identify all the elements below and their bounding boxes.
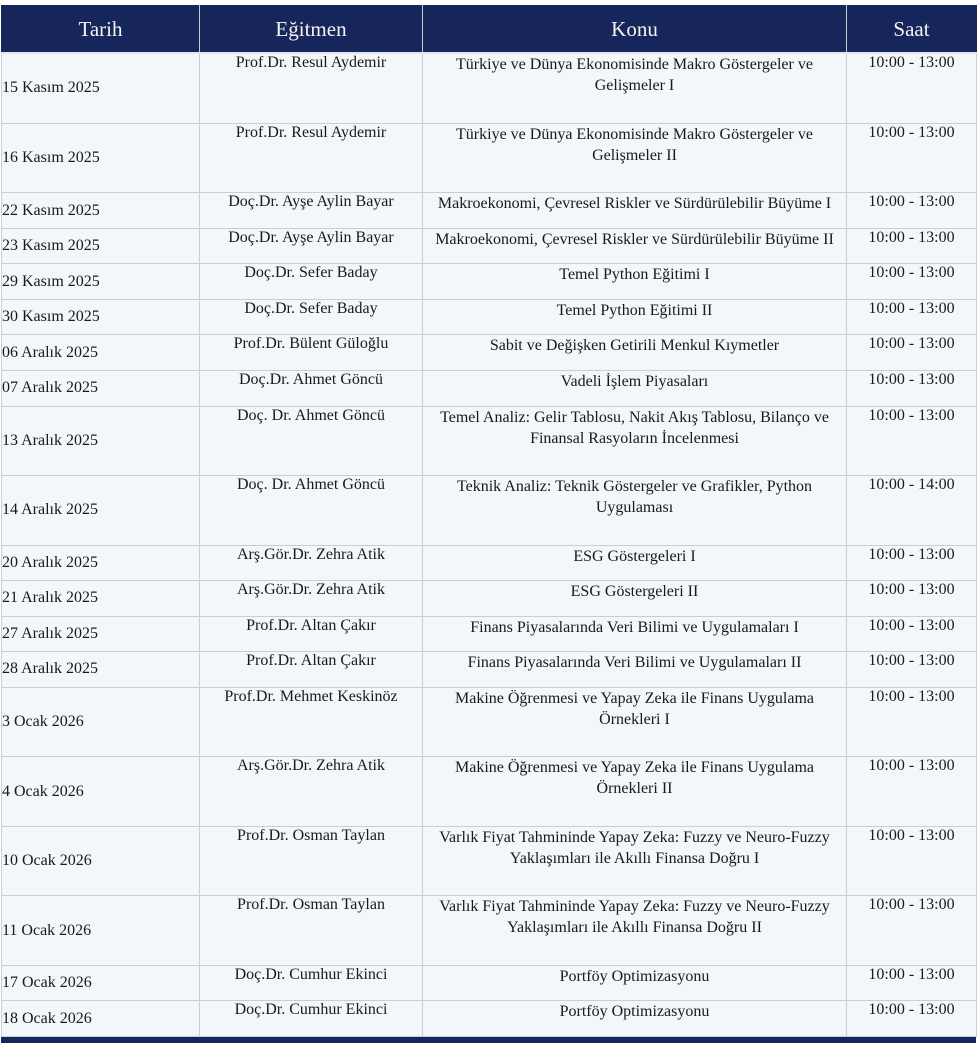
- time-cell: 10:00 - 13:00: [847, 371, 977, 407]
- table-row: [2, 826, 977, 896]
- topic-cell: ESG Göstergeleri II: [423, 581, 847, 617]
- instructor-cell: Prof.Dr. Resul Aydemir: [200, 53, 423, 123]
- time-cell: 10:00 - 14:00: [847, 476, 977, 546]
- time-cell: 10:00 - 13:00: [847, 228, 977, 264]
- topic-cell: Temel Python Eğitimi I: [423, 264, 847, 300]
- date-cell: 10 Ocak 2026: [2, 826, 200, 896]
- instructor-cell: Prof.Dr. Mehmet Keskinöz: [200, 687, 423, 757]
- instructor-cell: Prof.Dr. Altan Çakır: [200, 652, 423, 688]
- instructor-cell: Arş.Gör.Dr. Zehra Atik: [200, 545, 423, 581]
- table-row: [2, 123, 977, 193]
- date-cell: 29 Kasım 2025: [2, 264, 200, 300]
- time-cell: 10:00 - 13:00: [847, 757, 977, 827]
- date-cell: 23 Kasım 2025: [2, 228, 200, 264]
- date-cell: 3 Ocak 2026: [2, 687, 200, 757]
- instructor-cell: Doç. Dr. Ahmet Göncü: [200, 406, 423, 476]
- time-cell: 10:00 - 13:00: [847, 406, 977, 476]
- column-header-saat: Saat: [847, 6, 977, 54]
- instructor-cell: Doç.Dr. Ahmet Göncü: [200, 371, 423, 407]
- topic-cell: Temel Python Eğitimi II: [423, 299, 847, 335]
- time-cell: 10:00 - 13:00: [847, 896, 977, 966]
- time-cell: 10:00 - 13:00: [847, 335, 977, 371]
- table-row: [2, 299, 977, 335]
- table-row: [2, 264, 977, 300]
- instructor-cell: Prof.Dr. Bülent Güloğlu: [200, 335, 423, 371]
- topic-cell: Portföy Optimizasyonu: [423, 965, 847, 1001]
- instructor-cell: Prof.Dr. Osman Taylan: [200, 896, 423, 966]
- date-cell: 20 Aralık 2025: [2, 545, 200, 581]
- next-page-header-strip: [1, 1037, 976, 1043]
- table-row: [2, 652, 977, 688]
- column-header-konu: Konu: [423, 6, 847, 54]
- topic-cell: Varlık Fiyat Tahmininde Yapay Zeka: Fuzzy ve Neuro-Fuzzy Yaklaşımları ile Akıllı Finansa Doğru II: [423, 896, 847, 966]
- time-cell: 10:00 - 13:00: [847, 53, 977, 123]
- table-row: [2, 1001, 977, 1037]
- topic-cell: Makroekonomi, Çevresel Riskler ve Sürdürülebilir Büyüme II: [423, 228, 847, 264]
- time-cell: 10:00 - 13:00: [847, 581, 977, 617]
- date-cell: 18 Ocak 2026: [2, 1001, 200, 1037]
- date-cell: 07 Aralık 2025: [2, 371, 200, 407]
- date-cell: 16 Kasım 2025: [2, 123, 200, 193]
- topic-cell: Sabit ve Değişken Getirili Menkul Kıymetler: [423, 335, 847, 371]
- time-cell: 10:00 - 13:00: [847, 652, 977, 688]
- time-cell: 10:00 - 13:00: [847, 193, 977, 229]
- time-cell: 10:00 - 13:00: [847, 616, 977, 652]
- topic-cell: Makine Öğrenmesi ve Yapay Zeka ile Finans Uygulama Örnekleri I: [423, 687, 847, 757]
- instructor-cell: Arş.Gör.Dr. Zehra Atik: [200, 757, 423, 827]
- date-cell: 17 Ocak 2026: [2, 965, 200, 1001]
- table-row: [2, 53, 977, 123]
- table-row: [2, 687, 977, 757]
- time-cell: 10:00 - 13:00: [847, 1001, 977, 1037]
- table-row: [2, 757, 977, 827]
- instructor-cell: Prof.Dr. Resul Aydemir: [200, 123, 423, 193]
- date-cell: 11 Ocak 2026: [2, 896, 200, 966]
- date-cell: 28 Aralık 2025: [2, 652, 200, 688]
- topic-cell: Finans Piyasalarında Veri Bilimi ve Uygulamaları II: [423, 652, 847, 688]
- date-cell: 4 Ocak 2026: [2, 757, 200, 827]
- instructor-cell: Doç.Dr. Cumhur Ekinci: [200, 965, 423, 1001]
- instructor-cell: Doç.Dr. Cumhur Ekinci: [200, 1001, 423, 1037]
- instructor-cell: Doç.Dr. Sefer Baday: [200, 299, 423, 335]
- table-row: [2, 406, 977, 476]
- instructor-cell: Doç.Dr. Ayşe Aylin Bayar: [200, 193, 423, 229]
- time-cell: 10:00 - 13:00: [847, 123, 977, 193]
- topic-cell: Türkiye ve Dünya Ekonomisinde Makro Göstergeler ve Gelişmeler I: [423, 53, 847, 123]
- table-row: [2, 896, 977, 966]
- date-cell: 22 Kasım 2025: [2, 193, 200, 229]
- table-row: [2, 371, 977, 407]
- date-cell: 06 Aralık 2025: [2, 335, 200, 371]
- table-row: [2, 335, 977, 371]
- topic-cell: Makroekonomi, Çevresel Riskler ve Sürdürülebilir Büyüme I: [423, 193, 847, 229]
- instructor-cell: Arş.Gör.Dr. Zehra Atik: [200, 581, 423, 617]
- topic-cell: Varlık Fiyat Tahmininde Yapay Zeka: Fuzzy ve Neuro-Fuzzy Yaklaşımları ile Akıllı Finansa Doğru I: [423, 826, 847, 896]
- date-cell: 27 Aralık 2025: [2, 616, 200, 652]
- date-cell: 21 Aralık 2025: [2, 581, 200, 617]
- date-cell: 30 Kasım 2025: [2, 299, 200, 335]
- table-row: [2, 476, 977, 546]
- instructor-cell: Doç. Dr. Ahmet Göncü: [200, 476, 423, 546]
- column-header-egitmen: Eğitmen: [200, 6, 423, 54]
- time-cell: 10:00 - 13:00: [847, 826, 977, 896]
- table-row: [2, 193, 977, 229]
- topic-cell: Makine Öğrenmesi ve Yapay Zeka ile Finans Uygulama Örnekleri II: [423, 757, 847, 827]
- time-cell: 10:00 - 13:00: [847, 264, 977, 300]
- instructor-cell: Prof.Dr. Osman Taylan: [200, 826, 423, 896]
- topic-cell: Teknik Analiz: Teknik Göstergeler ve Grafikler, Python Uygulaması: [423, 476, 847, 546]
- table-body: [2, 53, 977, 1037]
- table-header: [2, 6, 977, 54]
- table-row: [2, 965, 977, 1001]
- header-row: [2, 6, 977, 54]
- date-cell: 15 Kasım 2025: [2, 53, 200, 123]
- table-row: [2, 581, 977, 617]
- topic-cell: Temel Analiz: Gelir Tablosu, Nakit Akış Tablosu, Bilanço ve Finansal Rasyoların İncelenmesi: [423, 406, 847, 476]
- topic-cell: Portföy Optimizasyonu: [423, 1001, 847, 1037]
- instructor-cell: Doç.Dr. Ayşe Aylin Bayar: [200, 228, 423, 264]
- table-row: [2, 545, 977, 581]
- table-row: [2, 616, 977, 652]
- table-row: [2, 228, 977, 264]
- time-cell: 10:00 - 13:00: [847, 965, 977, 1001]
- date-cell: 13 Aralık 2025: [2, 406, 200, 476]
- topic-cell: ESG Göstergeleri I: [423, 545, 847, 581]
- instructor-cell: Doç.Dr. Sefer Baday: [200, 264, 423, 300]
- time-cell: 10:00 - 13:00: [847, 299, 977, 335]
- schedule-table: [1, 5, 977, 1037]
- instructor-cell: Prof.Dr. Altan Çakır: [200, 616, 423, 652]
- time-cell: 10:00 - 13:00: [847, 545, 977, 581]
- column-header-tarih: Tarih: [2, 6, 200, 54]
- time-cell: 10:00 - 13:00: [847, 687, 977, 757]
- topic-cell: Türkiye ve Dünya Ekonomisinde Makro Göstergeler ve Gelişmeler II: [423, 123, 847, 193]
- date-cell: 14 Aralık 2025: [2, 476, 200, 546]
- topic-cell: Vadeli İşlem Piyasaları: [423, 371, 847, 407]
- topic-cell: Finans Piyasalarında Veri Bilimi ve Uygulamaları I: [423, 616, 847, 652]
